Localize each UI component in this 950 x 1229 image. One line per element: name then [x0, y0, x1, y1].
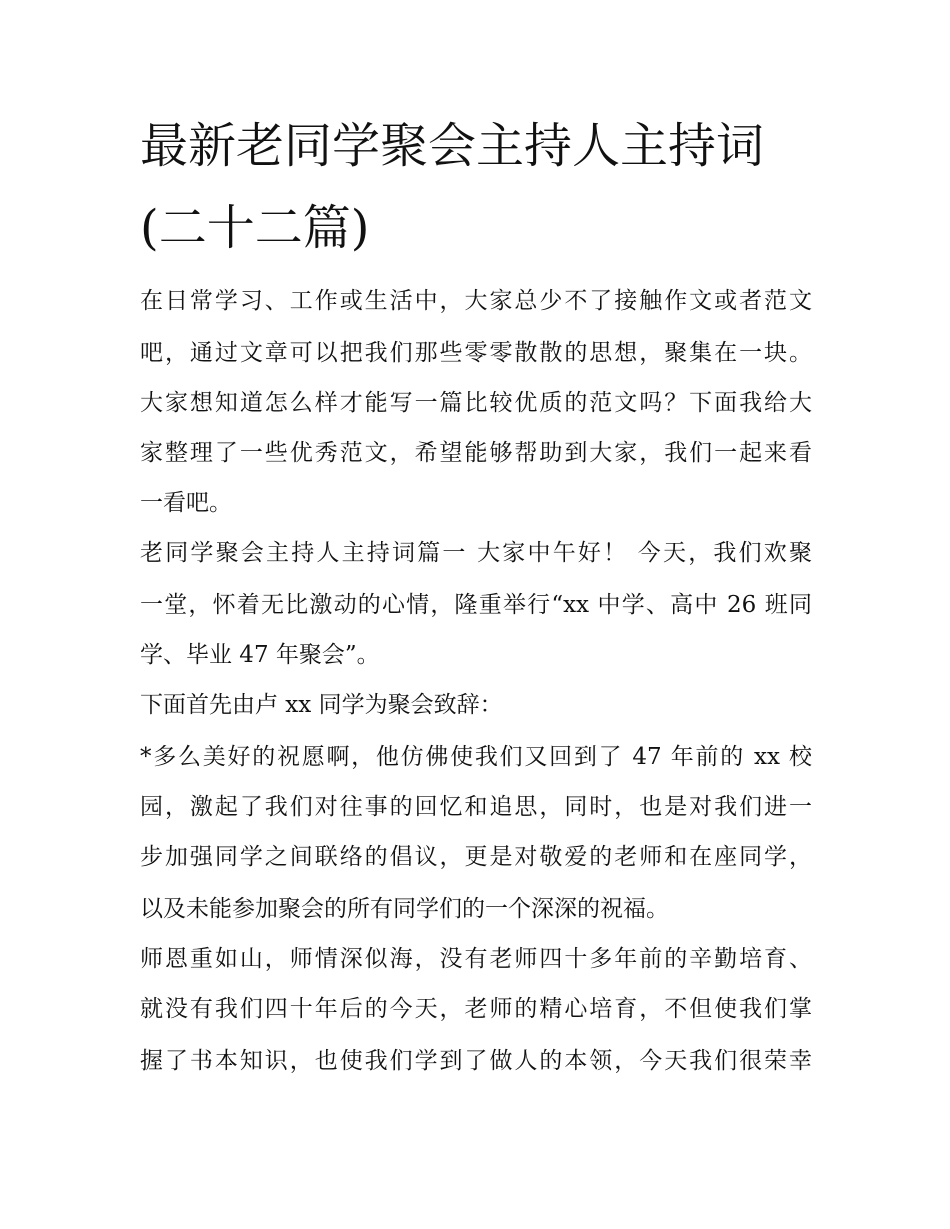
text-line-speech-8: 以及未能参加聚会的所有同学们的一个深深的祝福。: [140, 896, 669, 922]
text-line-speech-7: 步加强同学之间联络的倡议，更是对敬爱的老师和在座同学，: [140, 844, 812, 870]
text-line-speech-9: 师恩重如山，师情深似海，没有老师四十多年前的辛勤培育、: [140, 946, 812, 972]
text-line-speech-10: 就没有我们四十年后的今天，老师的精心培育，不但使我们掌: [140, 996, 812, 1022]
document-title-line-1: 最新老同学聚会主持人主持词: [140, 118, 765, 174]
document-title-line-2: (二十二篇): [140, 200, 370, 256]
text-line-intro-4: 家整理了一些优秀范文，希望能够帮助到大家，我们一起来看: [140, 440, 812, 466]
text-line-intro-5: 一看吧。: [140, 490, 232, 516]
text-line-speech-4: 下面首先由卢 xx 同学为聚会致辞：: [140, 692, 503, 718]
text-line-speech-5: *多么美好的祝愿啊，他仿佛使我们又回到了 47 年前的 xx 校: [140, 744, 812, 770]
text-line-intro-1: 在日常学习、工作或生活中，大家总少不了接触作文或者范文: [140, 288, 812, 314]
text-line-speech-6: 园，激起了我们对往事的回忆和追思，同时，也是对我们进一: [140, 794, 812, 820]
text-line-intro-2: 吧，通过文章可以把我们那些零零散散的思想，聚集在一块。: [140, 340, 812, 366]
text-line-speech-1: 老同学聚会主持人主持词篇一 大家中午好！ 今天，我们欢聚: [140, 540, 812, 566]
text-line-intro-3: 大家想知道怎么样才能写一篇比较优质的范文吗？下面我给大: [140, 390, 812, 416]
text-line-speech-2: 一堂，怀着无比激动的心情，隆重举行“xx 中学、高中 26 班同: [140, 592, 812, 618]
text-line-speech-3: 学、毕业 47 年聚会”。: [140, 642, 380, 668]
text-line-speech-11: 握了书本知识，也使我们学到了做人的本领，今天我们很荣幸: [140, 1048, 812, 1074]
